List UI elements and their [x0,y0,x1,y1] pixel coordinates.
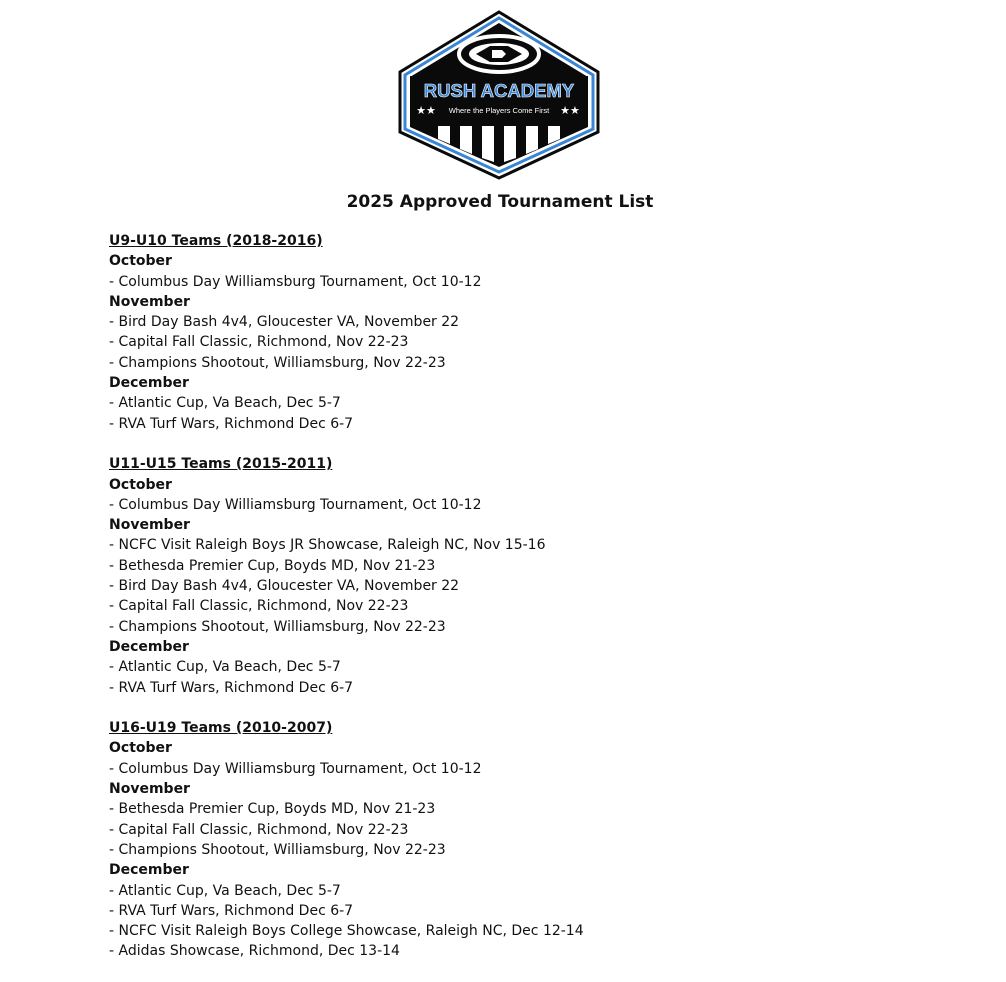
age-group-section [109,454,969,698]
tournament-item: - Champions Shootout, Williamsburg, Nov 22-23 [109,354,446,371]
logo-tagline: Where the Players Come First [448,106,550,115]
tournament-item: - Atlantic Cup, Va Beach, Dec 5-7 [109,659,341,676]
tournament-item: - Champions Shootout, Williamsburg, Nov 22-23 [109,841,446,858]
month-heading: November [109,293,190,310]
logo-stars-right: ★★ [560,104,580,117]
age-group-heading: U9-U10 Teams (2018-2016) [109,233,323,249]
tournament-item: - Atlantic Cup, Va Beach, Dec 5-7 [109,882,341,899]
age-group-section [109,231,969,434]
tournament-item: - Bird Day Bash 4v4, Gloucester VA, November 22 [109,314,460,331]
tournament-item: - Atlantic Cup, Va Beach, Dec 5-7 [109,395,341,412]
tournament-item: - Columbus Day Williamsburg Tournament, Oct 10-12 [109,496,482,513]
tournament-item: - RVA Turf Wars, Richmond Dec 6-7 [109,415,354,432]
tournament-item: - RVA Turf Wars, Richmond Dec 6-7 [109,902,354,919]
month-heading: December [109,638,189,655]
tournament-item: - Capital Fall Classic, Richmond, Nov 22-23 [109,821,409,838]
logo-stars-left: ★★ [416,104,436,117]
tournament-item: - Champions Shootout, Williamsburg, Nov 22-23 [109,618,446,635]
age-group-heading: U16-U19 Teams (2010-2007) [109,720,333,737]
tournament-item: - Bethesda Premier Cup, Boyds MD, Nov 21-23 [109,557,436,574]
month-heading: November [109,781,190,798]
month-heading: October [109,253,172,270]
tournament-item: - Columbus Day Williamsburg Tournament, Oct 10-12 [109,273,482,290]
tournament-item: - Adidas Showcase, Richmond, Dec 13-14 [109,943,400,960]
tournament-item: - Bird Day Bash 4v4, Gloucester VA, November 22 [109,578,460,595]
tournament-item: - Columbus Day Williamsburg Tournament, Oct 10-12 [109,760,482,777]
month-heading: October [109,740,172,757]
month-heading: October [109,476,172,493]
age-group-section [109,718,969,962]
tournament-item: - Bethesda Premier Cup, Boyds MD, Nov 21-23 [109,801,436,818]
tournament-list [109,231,969,982]
logo-brand-text: RUSH ACADEMY [423,80,575,101]
tournament-item: - NCFC Visit Raleigh Boys College Showcase, Raleigh NC, Dec 12-14 [109,923,584,940]
tournament-item: - Capital Fall Classic, Richmond, Nov 22-23 [109,334,409,351]
rush-academy-logo [398,10,600,180]
month-heading: November [109,517,190,534]
month-heading: December [109,375,189,392]
month-heading: December [109,862,189,879]
age-group-heading: U11-U15 Teams (2015-2011) [109,456,333,473]
tournament-item: - NCFC Visit Raleigh Boys JR Showcase, Raleigh NC, Nov 15-16 [109,537,546,554]
tournament-item: - RVA Turf Wars, Richmond Dec 6-7 [109,679,354,696]
page-title: 2025 Approved Tournament List [346,192,654,212]
tournament-item: - Capital Fall Classic, Richmond, Nov 22-23 [109,598,409,615]
